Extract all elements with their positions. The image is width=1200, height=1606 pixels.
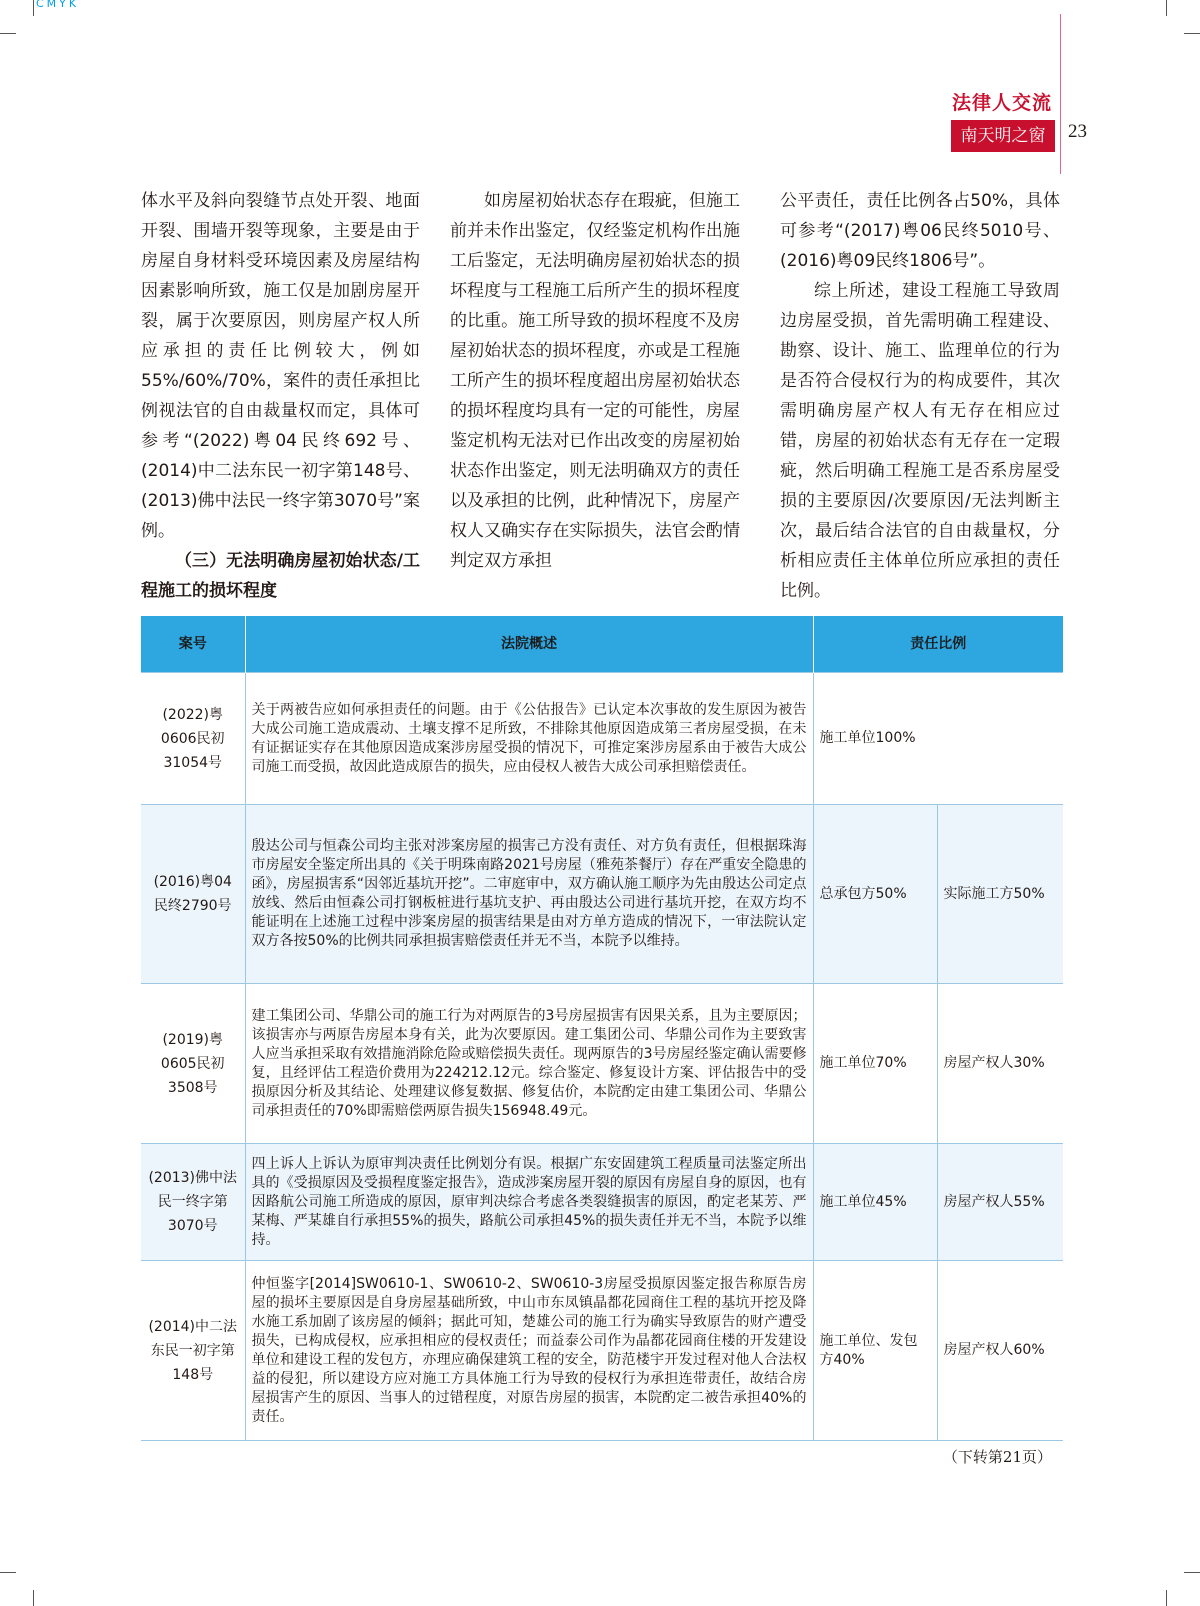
ratio-cell: 总承包方50%	[813, 805, 937, 984]
crop-mark	[33, 1590, 34, 1606]
case-number: (2016)粤04民终2790号	[141, 805, 245, 984]
column-title: 法律人交流	[951, 92, 1052, 114]
crop-mark	[1184, 33, 1200, 34]
cmyk-registration-mark: CMYK	[36, 0, 80, 10]
ratio-cell: 实际施工方50%	[937, 805, 1063, 984]
header-divider	[1060, 14, 1061, 174]
ratio-cell: 施工单位45%	[813, 1144, 937, 1261]
crop-mark	[1184, 1572, 1200, 1573]
page-number: 23	[1068, 121, 1087, 142]
table-row	[141, 805, 1063, 984]
header-ratio: 责任比例	[813, 616, 1063, 673]
ratio-cell: 房屋产权人30%	[937, 984, 1063, 1144]
case-summary: 建工集团公司、华鼎公司的施工行为对两原告的3号房屋损害有因果关系，且为主要原因；该损害亦与两原告房屋本身有关，此为次要原因。建工集团公司、华鼎公司作为主要致害人应当承担采取有效措施消除危险或赔偿损失责任。现两原告的3号房屋经鉴定确认需要修复，且经评估工程造价费用为224212.12元。综合鉴定、修复设计方案、评估报告中的受损原因分析及其结论、处理建议修复数据、修复估价，本院酌定由建工集团公司、华鼎公司承担责任的70%即需赔偿两原告损失156948.49元。	[245, 984, 813, 1144]
paragraph: 如房屋初始状态存在瑕疵，但施工前并未作出鉴定，仅经鉴定机构作出施工后鉴定，无法明确房屋初始状态的损坏程度与工程施工后所产生的损坏程度的比重。施工所导致的损坏程度不及房屋初始状态的损坏程度，亦或是工程施工所产生的损坏程度超出房屋初始状态的损坏程度均具有一定的可能性，房屋鉴定机构无法对已作出改变的房屋初始状态作出鉴定，则无法明确双方的责任以及承担的比例，此种情况下，房屋产权人又确实存在实际损失，法官会酌情判定双方承担	[450, 191, 740, 571]
case-summary: 殷达公司与恒森公司均主张对涉案房屋的损害己方没有责任、对方负有责任，但根据珠海市房屋安全鉴定所出具的《关于明珠南路2021号房屋（雅苑茶餐厅）存在严重安全隐患的函》，房屋损害系“因邻近基坑开挖”。二审庭审中，双方确认施工顺序为先由殷达公司定点放线、然后由恒森公司打钢板桩进行基坑支护、再由殷达公司进行基坑开挖，在双方均不能证明在上述施工过程中涉案房屋的损害结果是由对方单方造成的情况下，一审法院认定双方各按50%的比例共同承担损害赔偿责任并无不当，本院予以维持。	[245, 805, 813, 984]
table-row	[141, 673, 1063, 805]
table-row	[141, 1144, 1063, 1261]
table-row	[141, 1261, 1063, 1441]
table-header-row	[141, 616, 1063, 673]
case-summary: 关于两被告应如何承担责任的问题。由于《公估报告》已认定本次事故的发生原因为被告大成公司施工造成震动、土壤支撑不足所致，不排除其他原因造成第三者房屋受损，在未有证据证实存在其他原因造成案涉房屋受损的情况下，可推定案涉房屋系由于被告大成公司施工而受损，故因此造成原告的损失，应由侵权人被告大成公司承担赔偿责任。	[245, 673, 813, 805]
crop-mark	[1166, 1590, 1167, 1606]
text-column-1	[141, 186, 420, 606]
crop-mark	[1166, 0, 1167, 16]
ratio-cell: 房屋产权人60%	[937, 1261, 1063, 1441]
ratio-cell: 房屋产权人55%	[937, 1144, 1063, 1261]
ratio-cell: 施工单位100%	[813, 673, 1063, 805]
ratio-cell: 施工单位70%	[813, 984, 937, 1144]
case-summary: 仲恒鉴字[2014]SW0610-1、SW0610-2、SW0610-3房屋受损原因鉴定报告称原告房屋的损坏主要原因是自身房屋基础所致，中山市东凤镇晶都花园商住工程的基坑开挖及降水施工系加剧了该房屋的倾斜；据此可知，楚雄公司的施工行为确实导致原告的财产遭受损失，已构成侵权，应承担相应的侵权责任；而益泰公司作为晶都花园商住楼的开发建设单位和建设工程的发包方，亦理应确保建筑工程的安全，防范楼宇开发过程对他人合法权益的侵犯，所以建设方应对施工方具体施工行为导致的侵权行为承担连带责任，故结合房屋损害产生的原因、当事人的过错程度，对原告房屋的损害，本院酌定二被告承担40%的责任。	[245, 1261, 813, 1441]
ratio-cell: 施工单位、发包方40%	[813, 1261, 937, 1441]
case-summary: 四上诉人上诉认为原审判决责任比例划分有误。根据广东安固建筑工程质量司法鉴定所出具的《受损原因及受损程度鉴定报告》，造成涉案房屋开裂的原因有房屋自身的原因，也有因路航公司施工所造成的原因，原审判决综合考虑各类裂缝损害的原因，酌定老某芳、严某梅、严某雄自行承担55%的损失，路航公司承担45%的损失责任并无不当，本院予以维持。	[245, 1144, 813, 1261]
crop-mark	[0, 1572, 16, 1573]
table-bottom-rule	[141, 1440, 1063, 1441]
paragraph: 体水平及斜向裂缝节点处开裂、地面开裂、围墙开裂等现象，主要是由于房屋自身材料受环境因素及房屋结构因素影响所致，施工仅是加剧房屋开裂，属于次要原因，则房屋产权人所应承担的责任比例较大，例如55%/60%/70%，案件的责任承担比例视法官的自由裁量权而定，具体可参考“(2022)粤04民终692号、(2014)中二法东民一初字第148号、(2013)佛中法民一终字第3070号”案例。	[141, 191, 420, 541]
crop-mark	[0, 33, 16, 34]
header-case-no: 案号	[141, 616, 245, 673]
section-badge: 南天明之窗	[951, 120, 1055, 152]
case-number: (2022)粤0606民初31054号	[141, 673, 245, 805]
crop-mark	[33, 0, 34, 16]
case-table	[141, 616, 1063, 1441]
continued-note: （下转第21页）	[942, 1448, 1052, 1466]
case-number: (2014)中二法东民一初字第148号	[141, 1261, 245, 1441]
table-row	[141, 984, 1063, 1144]
text-column-3	[780, 186, 1060, 606]
header-summary: 法院概述	[245, 616, 813, 673]
paragraph: 公平责任，责任比例各占50%，具体可参考“(2017)粤06民终5010号、(2016)粤09民终1806号”。	[780, 191, 1060, 271]
case-number: (2019)粤0605民初3508号	[141, 984, 245, 1144]
text-column-2	[450, 186, 740, 576]
subheading: （三）无法明确房屋初始状态/工程施工的损坏程度	[141, 551, 420, 601]
case-number: (2013)佛中法民一终字第3070号	[141, 1144, 245, 1261]
paragraph: 综上所述，建设工程施工导致周边房屋受损，首先需明确工程建设、勘察、设计、施工、监理单位的行为是否符合侵权行为的构成要件，其次需明确房屋产权人有无存在相应过错，房屋的初始状态有无存在一定瑕疵，然后明确工程施工是否系房屋受损的主要原因/次要原因/无法判断主次，最后结合法官的自由裁量权，分析相应责任主体单位所应承担的责任比例。	[780, 281, 1060, 601]
